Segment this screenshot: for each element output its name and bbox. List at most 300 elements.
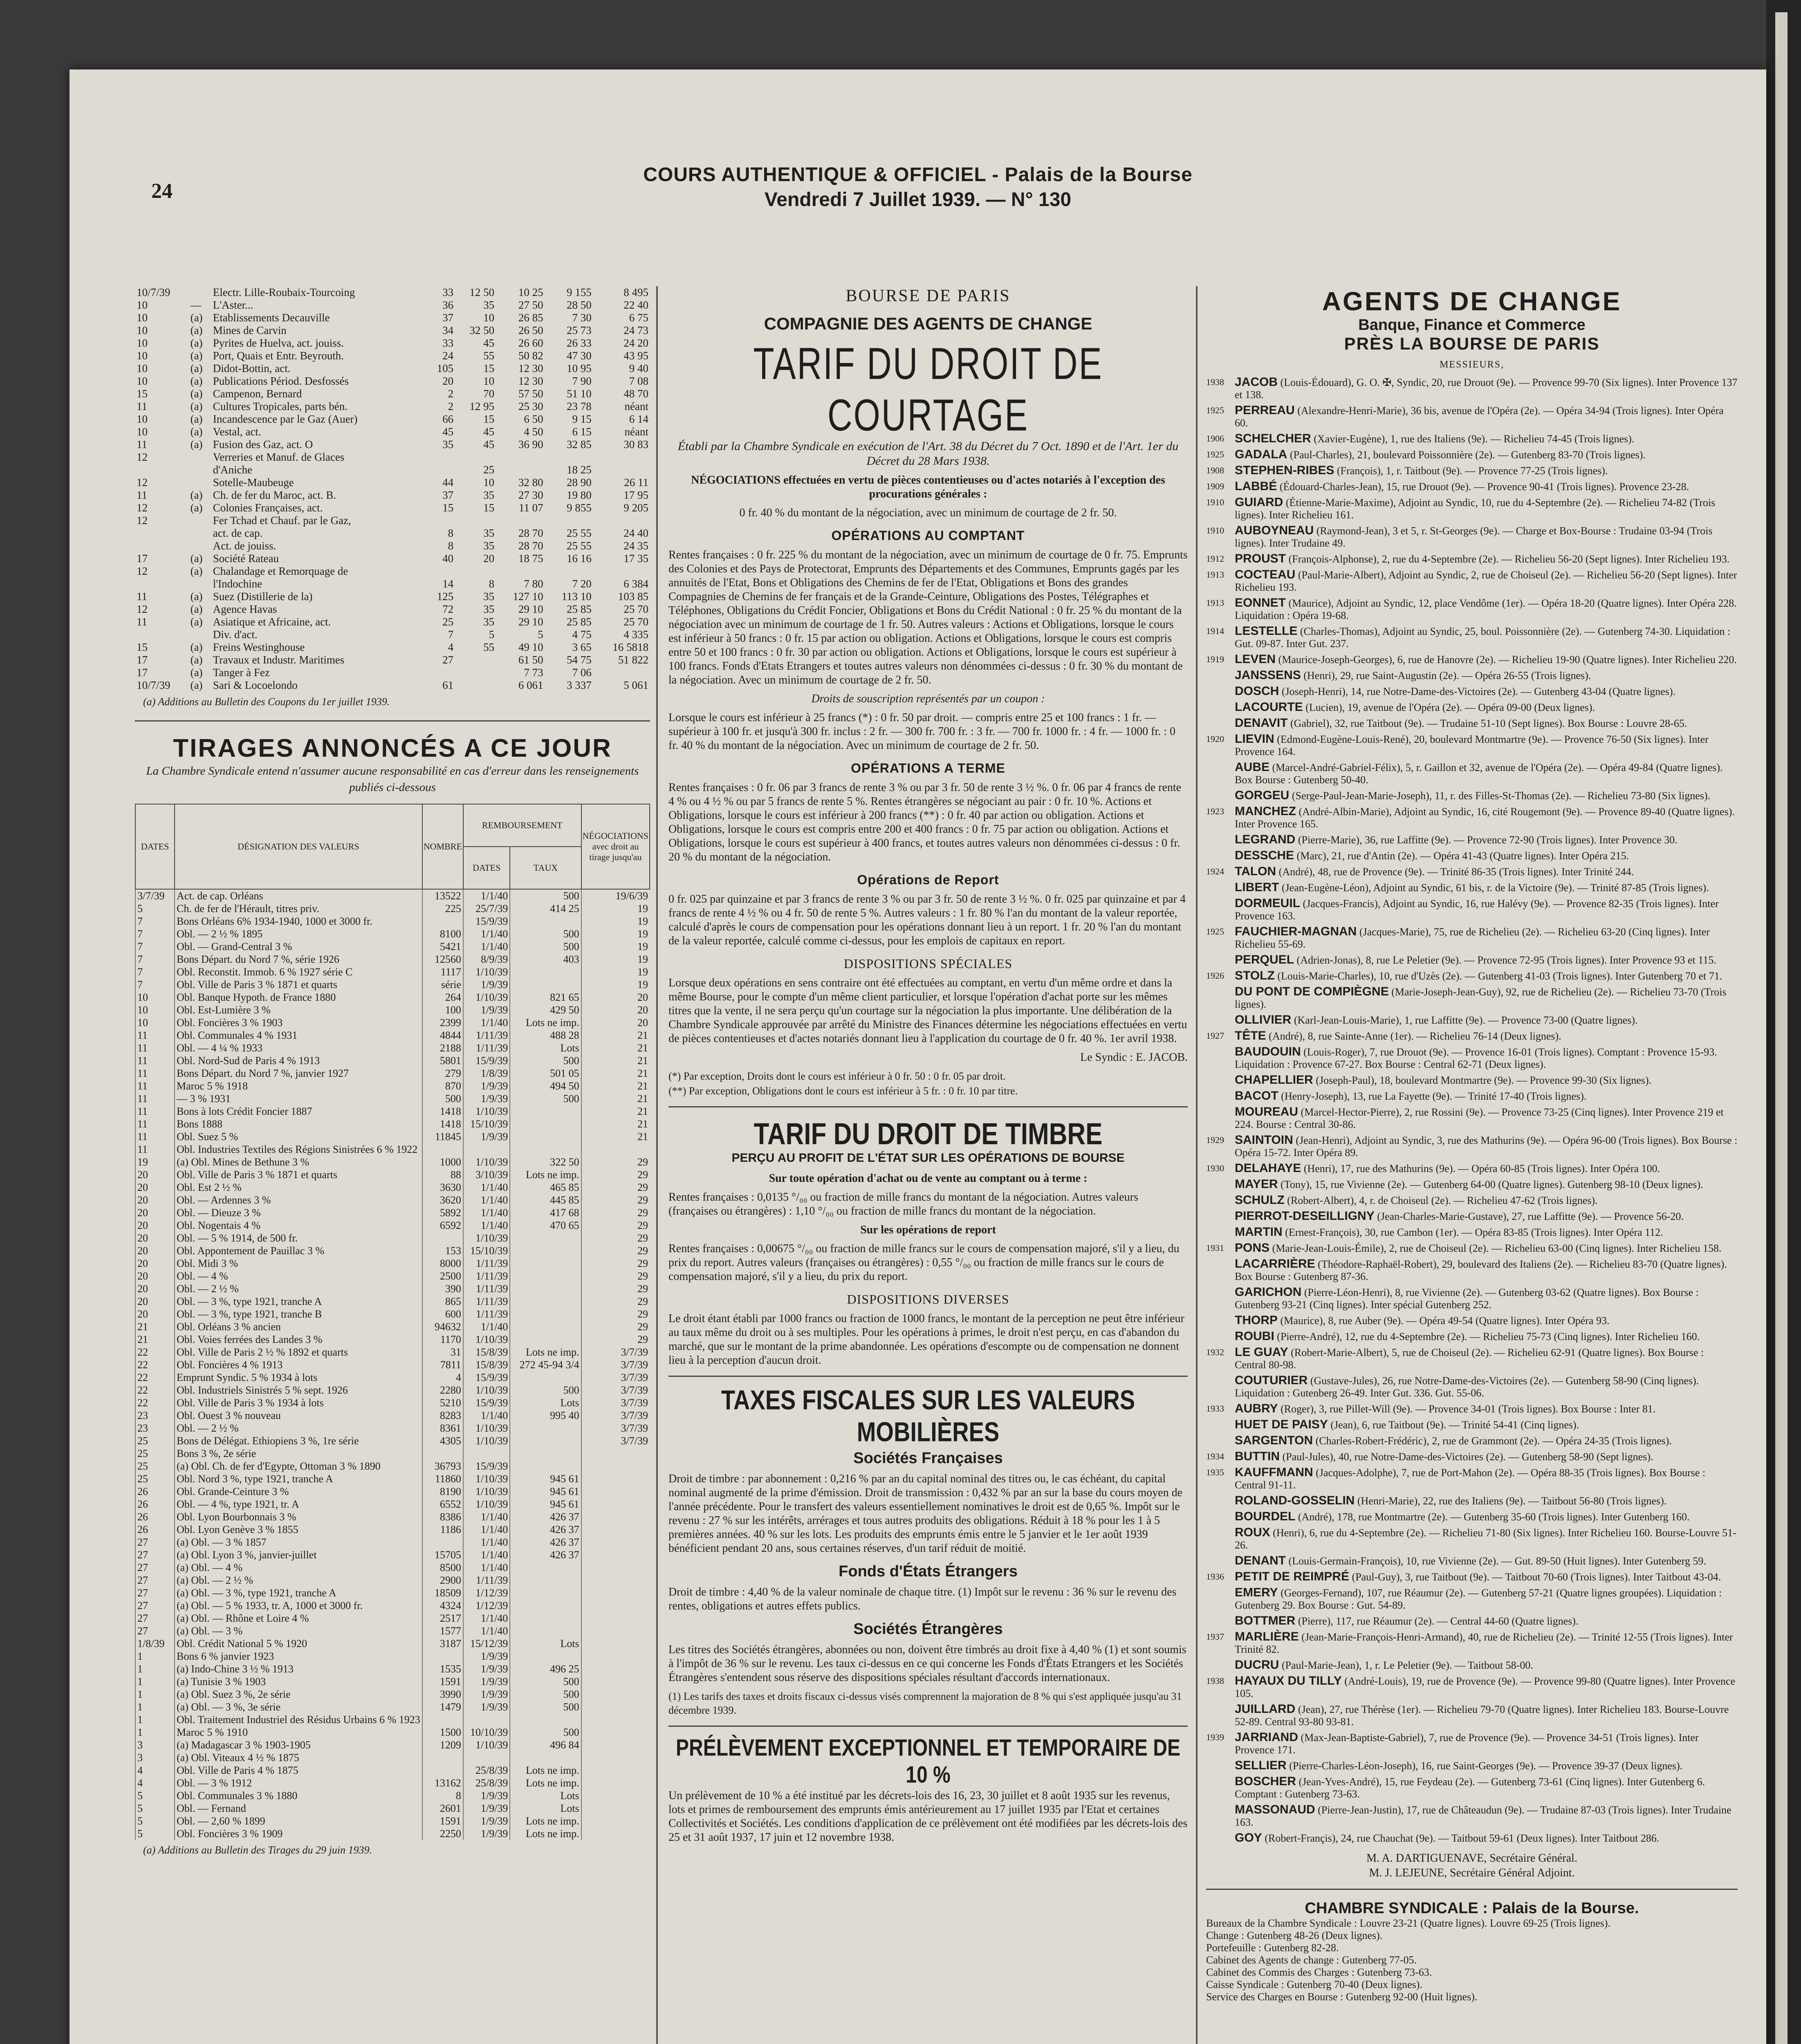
cell-negoc: 29	[581, 1168, 650, 1181]
table-row	[135, 915, 650, 928]
cell-date: 3	[135, 1739, 175, 1751]
cell-date: 11	[135, 1067, 175, 1080]
cell-taux: 426 37	[510, 1511, 581, 1523]
agent-details: (Xavier-Eugène), 1, rue des Italiens (9e). — Richelieu 74-45 (Trois lignes).	[1314, 433, 1635, 445]
cell-note: (a)	[190, 654, 203, 666]
terme-text: Rentes françaises : 0 fr. 06 par 3 francs de rente 3 % ou par 3 fr. 50 de rente 3 ½ %. 0 fr. 06 par 4 francs de rente 4 % ou 4 ½ % ou par 5 francs de rente 5 %. Rentes étrangères se négociant au pair : 0 fr. 10 %. Actions et Obligations, lorsque le cours est inférieur à 200 francs (**) : 0 fr. 40 par action ou obligation. Actions et Obligations, lorsque le cours est compris entre 200 et 400 francs : 0 fr. 75 par action ou obligation. Actions et Obligations, lorsque le cours est supérieur à 400 francs, et toutes autres valeurs non dénommées ci-dessus : 0 fr. 20 % du montant de la négociation.	[668, 781, 1182, 863]
cell-negoc	[581, 1523, 650, 1536]
agent-name: GORGEU	[1235, 789, 1290, 802]
table-row	[135, 1232, 650, 1244]
cell-val1	[455, 666, 496, 679]
cell-remb-date: 1/11/39	[463, 1295, 510, 1308]
cell-note: (a)	[190, 324, 203, 336]
cell-val4: néant	[624, 400, 648, 412]
dispositions-text: Lorsque deux opérations en sens contraire ont été effectuées au comptant, en vertu d'un même ordre et dans la même Bourse, pour le compte d'un même client particulier, et lorsque l'opération d'achat porte sur les mêmes titres que la vente, il ne sera perçu qu'un courtage sur la négociation la plus importante. Une délibération de la Chambre Syndicale approuvée par arrêté du Ministre des Finances détermine les négociations effectuées en vertu de pièces contentieuses et d'actes notariés donnant lieu à l'application du courtage de 0 fr. 40 %. 1er avril 1938.	[668, 977, 1187, 1045]
cell-num: 37	[442, 489, 454, 501]
agent-details: (Pierre-Charles-Léon-Joseph), 16, rue Saint-Georges (9e). — Provence 39-37 (Deux lignes).	[1289, 1760, 1683, 1772]
agent-name: OLLIVIER	[1235, 1013, 1292, 1026]
agent-entry	[1206, 1526, 1738, 1551]
cell-nombre: 8361	[422, 1422, 463, 1434]
cell-taux: 488 28	[510, 1029, 581, 1042]
agent-name: GUIARD	[1235, 495, 1283, 509]
cell-num: 20	[442, 375, 454, 387]
table-row	[135, 902, 650, 915]
cell-nombre: 4305	[422, 1434, 463, 1447]
agent-name: TÊTE	[1235, 1029, 1266, 1042]
cell-taux	[510, 1118, 581, 1130]
agent-year: 1925	[1206, 449, 1224, 459]
cell-date: 1	[135, 1663, 175, 1675]
cell-remb-date: 1/1/40	[463, 1206, 510, 1219]
cell-nombre: 5892	[422, 1206, 463, 1219]
cell-taux: Lots	[510, 1789, 581, 1802]
cell-remb-date: 15/9/39	[463, 1054, 510, 1067]
agent-name: LACARRIÈRE	[1235, 1257, 1315, 1271]
cell-date: 7	[135, 940, 175, 953]
cell-remb-date: 1/1/40	[463, 1612, 510, 1625]
agent-entry	[1206, 653, 1738, 666]
agent-entry	[1206, 1511, 1738, 1523]
agent-name: JACOB	[1235, 375, 1278, 389]
table-row	[135, 1561, 650, 1574]
cell-negoc	[581, 1625, 650, 1637]
cell-nombre: 2900	[422, 1574, 463, 1587]
cell-designation: Cultures Tropicales, parts bén.	[213, 400, 348, 412]
cell-date	[135, 464, 189, 476]
agent-details: (Jacques-Adolphe), 7, rue de Port-Mahon (2e). — Opéra 88-35 (Trois lignes). Box Bourse : Central 91-11.	[1235, 1467, 1706, 1491]
cell-taux: 426 37	[510, 1549, 581, 1561]
cell-negoc	[581, 1472, 650, 1485]
cell-val4	[593, 666, 650, 679]
messieurs-label: MESSIEURS,	[1439, 359, 1505, 370]
table-row	[135, 1181, 650, 1194]
cell-remb-date: 1/1/40	[463, 1194, 510, 1206]
cell-remb-date: 1/10/39	[463, 1105, 510, 1118]
agent-entry	[1206, 717, 1738, 730]
cell-note	[189, 527, 211, 540]
cell-negoc: 3/7/39	[581, 1434, 650, 1447]
cell-date: 11	[137, 438, 147, 450]
table-row	[135, 451, 650, 464]
cell-date: 26	[135, 1485, 175, 1498]
cell-date	[135, 527, 189, 540]
agent-name: BOURDEL	[1235, 1510, 1296, 1523]
table-row	[135, 1143, 650, 1156]
courtage-subtitle: Établi par la Chambre Syndicale en exécution de l'Art. 38 du Décret du 7 Oct. 1890 et de l'Art. 1er du Décret du 28 Mars 1938.	[677, 439, 1179, 468]
cell-nombre: 1591	[422, 1675, 463, 1688]
cell-val1	[455, 514, 496, 527]
cell-date	[135, 578, 189, 590]
cell-remb-date: 1/1/40	[463, 1523, 510, 1536]
cell-nombre: 11845	[422, 1130, 463, 1143]
agent-details: (Pierre-André), 12, rue du 4-Septembre (2e). — Richelieu 75-73 (Cinq lignes). Inter Richelieu 160.	[1277, 1331, 1700, 1342]
cell-num: 2	[448, 400, 454, 412]
cell-val3: 26 33	[567, 337, 592, 349]
table-row	[135, 1295, 650, 1308]
cell-taux	[510, 1751, 581, 1764]
agent-details: (Gustave-Jules), 26, rue Notre-Dame-des-Victoires (2e). — Gutenberg 58-90 (Cinq lignes). Liquidation : Gutenberg 26-49. Inter Gut. 336. Gut. 55-06.	[1235, 1375, 1699, 1399]
exception-note-2: (**) Par exception, Obligations dont le cours est inférieur à 5 fr. : 0 fr. 10 par titre.	[668, 1085, 1018, 1097]
cell-designation: Verreries et Manuf. de Glaces	[213, 451, 345, 463]
cell-date: 20	[135, 1232, 175, 1244]
agent-details: (Serge-Paul-Jean-Marie-Joseph), 11, r. des Filles-St-Thomas (2e). — Richelieu 73-80 (Six lignes).	[1292, 790, 1711, 802]
cell-designation: act. de cap.	[213, 527, 263, 539]
agent-name: THORP	[1235, 1313, 1278, 1327]
agent-name: MANCHEZ	[1235, 805, 1296, 818]
cell-taux	[510, 1308, 581, 1320]
table-row	[135, 464, 650, 476]
cell-num: 36	[442, 299, 454, 311]
cell-taux	[510, 978, 581, 991]
agent-details: (Charles-Thomas), Adjoint au Syndic, 25, boul. Poissonnière (2e). — Gutenberg 74-30. Liquidation : Gut. 09-87. Inter Gut. 237.	[1235, 625, 1731, 650]
table-row	[135, 679, 650, 692]
cell-date: 12	[137, 514, 148, 527]
cell-date: 10	[135, 1004, 175, 1016]
cell-val2: 6 061	[518, 679, 543, 691]
th-dates: DATES	[135, 804, 175, 889]
table-row	[135, 1194, 650, 1206]
cell-designation: (a) Madagascar 3 % 1903-1905	[175, 1739, 422, 1751]
cell-taux: 445 85	[510, 1194, 581, 1206]
cell-negoc	[581, 1675, 650, 1688]
cell-nombre: 500	[422, 1092, 463, 1105]
agent-name: LEVEN	[1235, 652, 1276, 666]
cell-remb-date: 1/8/39	[463, 1067, 510, 1080]
cell-note: (a)	[190, 489, 203, 501]
cell-note: (a)	[190, 679, 203, 691]
cell-nombre: 4844	[422, 1029, 463, 1042]
table-row	[135, 1016, 650, 1029]
table-row	[135, 1156, 650, 1168]
agent-name: DUCRU	[1235, 1658, 1279, 1672]
cell-nombre: 100	[422, 1004, 463, 1016]
cell-nombre: 2517	[422, 1612, 463, 1625]
cell-nombre: 1418	[422, 1118, 463, 1130]
cell-val2: 57 50	[518, 388, 543, 400]
cell-val3: 28 50	[567, 299, 592, 311]
cell-note	[189, 451, 211, 464]
cell-negoc: 21	[581, 1130, 650, 1143]
cell-designation: Obl. — 2,60 % 1899	[175, 1815, 422, 1827]
cell-nombre: 1535	[422, 1663, 463, 1675]
agent-entry	[1206, 954, 1738, 966]
cell-date: 11	[135, 1080, 175, 1092]
table-row	[135, 1333, 650, 1346]
agent-details: (Pierre-Jean-Justin), 17, rue de Châteaudun (9e). — Trudaine 87-03 (Trois lignes). Inter Trudaine 163.	[1235, 1804, 1731, 1828]
cell-date: 25	[135, 1447, 175, 1460]
cell-date: 7	[135, 928, 175, 940]
cell-date: 22	[135, 1396, 175, 1409]
newspaper-page	[70, 69, 1766, 2044]
cell-date: 12	[137, 502, 148, 514]
cell-date: 23	[135, 1422, 175, 1434]
agent-details: (André-Louis), 19, rue de Provence (9e). — Provence 99-80 (Quatre lignes). Inter Provence 105.	[1235, 1675, 1736, 1699]
cell-taux	[510, 1650, 581, 1663]
cell-taux: Lots ne imp.	[510, 1827, 581, 1840]
cell-date: 27	[135, 1561, 175, 1574]
cell-val1: 15	[483, 502, 495, 514]
negociations-head: NÉGOCIATIONS effectuées en vertu de pièces contentieuses ou d'actes notariés à l'exception des procurations générales :	[691, 474, 1165, 500]
cell-nombre: 2280	[422, 1384, 463, 1396]
cell-val3: 113 10	[561, 590, 592, 603]
cell-num: 125	[437, 590, 454, 603]
agent-entry	[1206, 1703, 1738, 1728]
table-row	[135, 666, 650, 679]
cell-remb-date: 1/10/39	[463, 1422, 510, 1434]
cell-remb-date: 15/9/39	[463, 1396, 510, 1409]
agent-entry	[1206, 433, 1738, 445]
cell-nombre: 279	[422, 1067, 463, 1080]
cell-remb-date: 1/10/39	[463, 1333, 510, 1346]
issue-date: Vendredi 7 Juillet 1939. — N° 130	[764, 189, 1072, 211]
cell-val3: 19 80	[567, 489, 592, 501]
agent-year: 1910	[1206, 497, 1224, 507]
cell-remb-date: 25/8/39	[463, 1764, 510, 1777]
cell-designation: Bons 3 %, 2e série	[175, 1447, 422, 1460]
cell-val2: 28 70	[518, 540, 543, 552]
agent-details: (Jean-Charles-Marie-Gustave), 27, rue Laffitte (9e). — Provence 56-20.	[1377, 1210, 1684, 1222]
cell-remb-date: 1/1/40	[463, 1409, 510, 1422]
cell-remb-date: 1/1/40	[463, 1181, 510, 1194]
cell-remb-date: 1/9/39	[463, 1802, 510, 1815]
cell-designation: Obl. Ville de Paris 3 % 1871 et quarts	[175, 1168, 422, 1181]
cell-date: 10	[137, 426, 148, 438]
cell-date: 5	[135, 1815, 175, 1827]
cell-val4: 7 08	[629, 375, 648, 387]
agent-details: (André), 48, rue de Provence (9e). — Trinité 86-35 (Trois lignes). Inter Trinité 244.	[1278, 866, 1634, 878]
cell-date: 11	[135, 1130, 175, 1143]
agent-entry	[1206, 834, 1738, 846]
agent-year: 1927	[1206, 1031, 1224, 1041]
agent-details: (Henri), 29, rue Saint-Augustin (2e). — Opéra 26-55 (Trois lignes).	[1303, 670, 1591, 681]
cell-designation: Obl. Appontement de Pauillac 3 %	[175, 1244, 422, 1257]
cell-designation: Obl. Midi 3 %	[175, 1257, 422, 1270]
comptant-head: OPÉRATIONS AU COMPTANT	[831, 528, 1025, 543]
cell-negoc: 21	[581, 1067, 650, 1080]
cell-taux: Lots ne imp.	[510, 1346, 581, 1358]
agent-entry	[1206, 881, 1738, 894]
cell-negoc	[581, 1447, 650, 1460]
cell-val2: 26 85	[518, 312, 543, 324]
chambre-line: Change : Gutenberg 48-26 (Deux lignes).	[1206, 1930, 1383, 1941]
cell-nombre: 1117	[422, 966, 463, 978]
cell-num: 45	[442, 426, 454, 438]
cell-designation: Obl. Banque Hypoth. de France 1880	[175, 991, 422, 1004]
agent-year: 1925	[1206, 926, 1224, 937]
chambre-line: Service des Charges en Bourse : Gutenberg 92-00 (Huit lignes).	[1206, 1991, 1478, 2003]
cell-date: 10	[135, 1016, 175, 1029]
cell-remb-date: 1/10/39	[463, 1232, 510, 1244]
timbre-report-text: Rentes françaises : 0,00675 °/₀₀ ou fraction de mille francs sur le cours de compensation majoré, s'il y a lieu, du prix du report. Autres valeurs (françaises ou étrangères) : 0,55 °/₀₀ ou fraction de mille francs sur le cours de compensation majoré, s'il y a lieu, du prix du report.	[668, 1242, 1180, 1283]
cell-date: 23	[135, 1409, 175, 1422]
cell-negoc: 29	[581, 1295, 650, 1308]
cell-remb-date: 1/10/39	[463, 1498, 510, 1511]
th-designation: DÉSIGNATION DES VALEURS	[175, 804, 422, 889]
table-row	[135, 628, 650, 641]
cell-remb-date: 1/1/40	[463, 1219, 510, 1232]
agent-entry	[1206, 1074, 1738, 1087]
taxes-footnote: (1) Les tarifs des taxes et droits fiscaux ci-dessus visés comprennent la majoration de 8 % qui s'est appliquée jusqu'au 31 décembre 1939.	[668, 1690, 1182, 1716]
table-row	[135, 1789, 650, 1802]
cell-date: 15	[137, 641, 148, 653]
cell-negoc: 29	[581, 1333, 650, 1346]
droits-text: Lorsque le cours est inférieur à 25 francs (*) : 0 fr. 50 par droit. — compris entre 25 et 100 francs : 1 fr. — supérieur à 100 fr. et jusqu'à 300 fr. inclus : 2 fr. — 300 fr. 700 fr. : 3 fr. — 700 fr. 1000 fr. : 4 fr. — 1000 fr. : 0 fr. 40 % du montant de la négociation. Avec un minimum de courtage de 2 fr. 50.	[668, 711, 1175, 752]
cell-num	[426, 666, 455, 679]
timbre-subtitle: PERÇU AU PROFIT DE L'ÉTAT SUR LES OPÉRATIONS DE BOURSE	[731, 1151, 1125, 1165]
agent-name: STOLZ	[1235, 969, 1275, 982]
cell-date: 11	[137, 616, 147, 628]
cell-designation: Obl. — 4 %, type 1921, tr. A	[175, 1498, 422, 1511]
cell-val4: néant	[624, 426, 648, 438]
agent-entry	[1206, 1226, 1738, 1239]
cell-taux: Lots ne imp.	[510, 1777, 581, 1789]
agent-name: MOUREAU	[1235, 1105, 1298, 1118]
fonds-etrangers-text: Droit de timbre : 4,40 % de la valeur nominale de chaque titre. (1) Impôt sur le revenu : 36 % sur le revenu des rentes, obligations et autres effets publics.	[668, 1586, 1177, 1612]
cell-designation: (a) Obl. Lyon 3 %, janvier-juillet	[175, 1549, 422, 1561]
table-row	[135, 1663, 650, 1675]
agent-name: DENANT	[1235, 1554, 1286, 1567]
cell-remb-date: 1/9/39	[463, 1130, 510, 1143]
cell-nombre: 8500	[422, 1561, 463, 1574]
cell-remb-date: 1/9/39	[463, 1675, 510, 1688]
cell-val1: 35	[483, 590, 495, 603]
agent-details: (Raymond-Jean), 3 et 5, r. St-Georges (9e). — Charge et Box-Bourse : Trudaine 03-94 (Trois lignes). Inter Trudaine 49.	[1235, 525, 1713, 549]
cell-negoc	[581, 1599, 650, 1612]
cell-designation: (a) Obl. — Rhône et Loire 4 %	[175, 1612, 422, 1625]
agent-details: (Henry-Joseph), 13, rue La Fayette (9e). — Trinité 17-40 (Trois lignes).	[1281, 1090, 1587, 1102]
cell-designation: Travaux et Industr. Maritimes	[213, 654, 345, 666]
cell-val2: 4 50	[524, 426, 543, 438]
cell-date: 10	[137, 350, 148, 362]
cell-date: 7	[135, 966, 175, 978]
cell-remb-date: 1/1/40	[463, 1536, 510, 1549]
cell-val2: 29 10	[518, 616, 543, 628]
cell-remb-date: 15/12/39	[463, 1637, 510, 1650]
cell-val4: 6 384	[624, 578, 648, 590]
cell-designation: (a) Tunisie 3 % 1903	[175, 1675, 422, 1688]
cell-negoc: 21	[581, 1029, 650, 1042]
cell-date: 27	[135, 1549, 175, 1561]
cell-taux: 821 65	[510, 991, 581, 1004]
cell-negoc	[581, 1827, 650, 1840]
cell-note: (a)	[190, 400, 203, 412]
cell-negoc	[581, 1650, 650, 1663]
cell-note: (a)	[190, 438, 203, 450]
cell-nombre: 6552	[422, 1498, 463, 1511]
cell-taux	[510, 1143, 581, 1156]
th-negociations: NÉGOCIATIONS avec droit au tirage jusqu'au	[581, 804, 650, 889]
agent-year: 1938	[1206, 377, 1224, 387]
cell-val1: 12 50	[469, 286, 495, 298]
agents-column	[1206, 286, 1738, 2044]
cell-taux: Lots	[510, 1042, 581, 1054]
agent-entry	[1206, 1615, 1738, 1627]
agent-name: SCHELCHER	[1235, 432, 1311, 445]
cell-val2	[496, 514, 545, 527]
cell-remb-date: 1/11/39	[463, 1282, 510, 1295]
cell-designation: Bons Départ. du Nord 7 %, janvier 1927	[175, 1067, 422, 1080]
table-row	[135, 489, 650, 502]
cell-date: 10	[137, 375, 148, 387]
cell-val4: 24 20	[624, 337, 648, 349]
table-row	[135, 1511, 650, 1523]
cell-date: 26	[135, 1498, 175, 1511]
agent-details: (Robert-Françis), 24, rue Chauchat (9e). — Taitbout 59-61 (Deux lignes). Inter Taitbout 286.	[1265, 1832, 1660, 1844]
table-row	[135, 578, 650, 590]
coupons-column	[135, 286, 650, 2044]
agent-name: AUBOYNEAU	[1235, 524, 1314, 537]
cell-note	[189, 286, 211, 299]
agent-year: 1937	[1206, 1632, 1224, 1642]
agent-year: 1913	[1206, 598, 1224, 608]
cell-nombre	[422, 1751, 463, 1764]
agent-name: LABBÉ	[1235, 480, 1277, 493]
cell-remb-date: 1/10/39	[463, 1472, 510, 1485]
cell-num: 105	[437, 362, 454, 374]
cell-designation: Colonies Françaises, act.	[213, 502, 323, 514]
agent-details: (Édouard-Charles-Jean), 15, rue Drouot (9e). — Provence 90-41 (Trois lignes). Provence 23-28.	[1279, 481, 1689, 493]
chambre-line: Portefeuille : Gutenberg 82-28.	[1206, 1942, 1339, 1954]
cell-negoc	[581, 1485, 650, 1498]
cell-designation: Act. de cap. Orléans	[175, 889, 422, 902]
agent-name: DORMEUIL	[1235, 896, 1300, 910]
cell-designation: Obl. — 4 ¼ % 1933	[175, 1042, 422, 1054]
cell-val1: 55	[483, 350, 495, 362]
cell-val2: 11 07	[518, 502, 543, 514]
cell-num: 25	[442, 616, 454, 628]
cell-num: 66	[442, 413, 454, 425]
table-row	[135, 1777, 650, 1789]
cell-designation: Obl. Ville de Paris 4 % 1875	[175, 1764, 422, 1777]
cell-designation: Obl. Traitement Industriel des Résidus Urbains 6 % 1923	[175, 1713, 422, 1726]
cell-negoc: 21	[581, 1080, 650, 1092]
cell-date: 4	[135, 1764, 175, 1777]
agent-entry	[1206, 1090, 1738, 1103]
cell-val4: 17 35	[624, 552, 648, 565]
cell-negoc: 19	[581, 940, 650, 953]
table-row	[135, 616, 650, 628]
cell-val3: 25 73	[567, 324, 592, 336]
agent-details: (Roger), 3, rue Pillet-Will (9e). — Provence 34-01 (Trois lignes). Box Bourse : Inter 81.	[1281, 1403, 1656, 1415]
cell-val4: 9 40	[629, 362, 648, 374]
taxes-title: TAXES FISCALES SUR LES VALEURS MOBILIÈRES	[721, 1384, 1135, 1447]
cell-designation: Ch. de fer du Maroc, act. B.	[213, 489, 336, 501]
cell-designation: Fer Tchad et Chauf. par le Gaz,	[213, 514, 351, 527]
agent-details: (Gabriel), 32, rue Taitbout (9e). — Trudaine 51-10 (Sept lignes). Box Bourse : Louvre 28-65.	[1290, 717, 1687, 729]
cell-nombre: 1500	[422, 1726, 463, 1739]
cell-taux: 500	[510, 1054, 581, 1067]
agent-details: (Jean-Yves-André), 15, rue Feydeau (2e). — Gutenberg 73-61 (Cinq lignes). Inter Gutenberg 6. Comptant : Gutenberg 73-63.	[1235, 1776, 1705, 1800]
cell-date: 1	[135, 1688, 175, 1701]
report-head: Opérations de Report	[857, 872, 999, 887]
cell-val1: 35	[483, 616, 495, 628]
agent-name: GARICHON	[1235, 1285, 1302, 1299]
cell-val2: 50 82	[518, 350, 543, 362]
cell-nombre: 5421	[422, 940, 463, 953]
cell-nombre: 3630	[422, 1181, 463, 1194]
cell-date: 27	[135, 1574, 175, 1587]
table-row	[135, 1054, 650, 1067]
cell-date: 20	[135, 1219, 175, 1232]
agent-entry	[1206, 1571, 1738, 1583]
cell-note: (a)	[190, 502, 203, 514]
chambre-syndicale-lines	[1206, 1917, 1738, 2003]
cell-remb-date: 1/9/39	[463, 1650, 510, 1663]
cell-date: 1	[135, 1726, 175, 1739]
agent-name: LEGRAND	[1235, 833, 1296, 846]
agent-details: (Jean), 6, rue Taitbout (9e). — Trinité 54-41 (Cinq lignes).	[1330, 1419, 1579, 1431]
cell-designation: Obl. — 3 %, type 1921, tranche B	[175, 1308, 422, 1320]
